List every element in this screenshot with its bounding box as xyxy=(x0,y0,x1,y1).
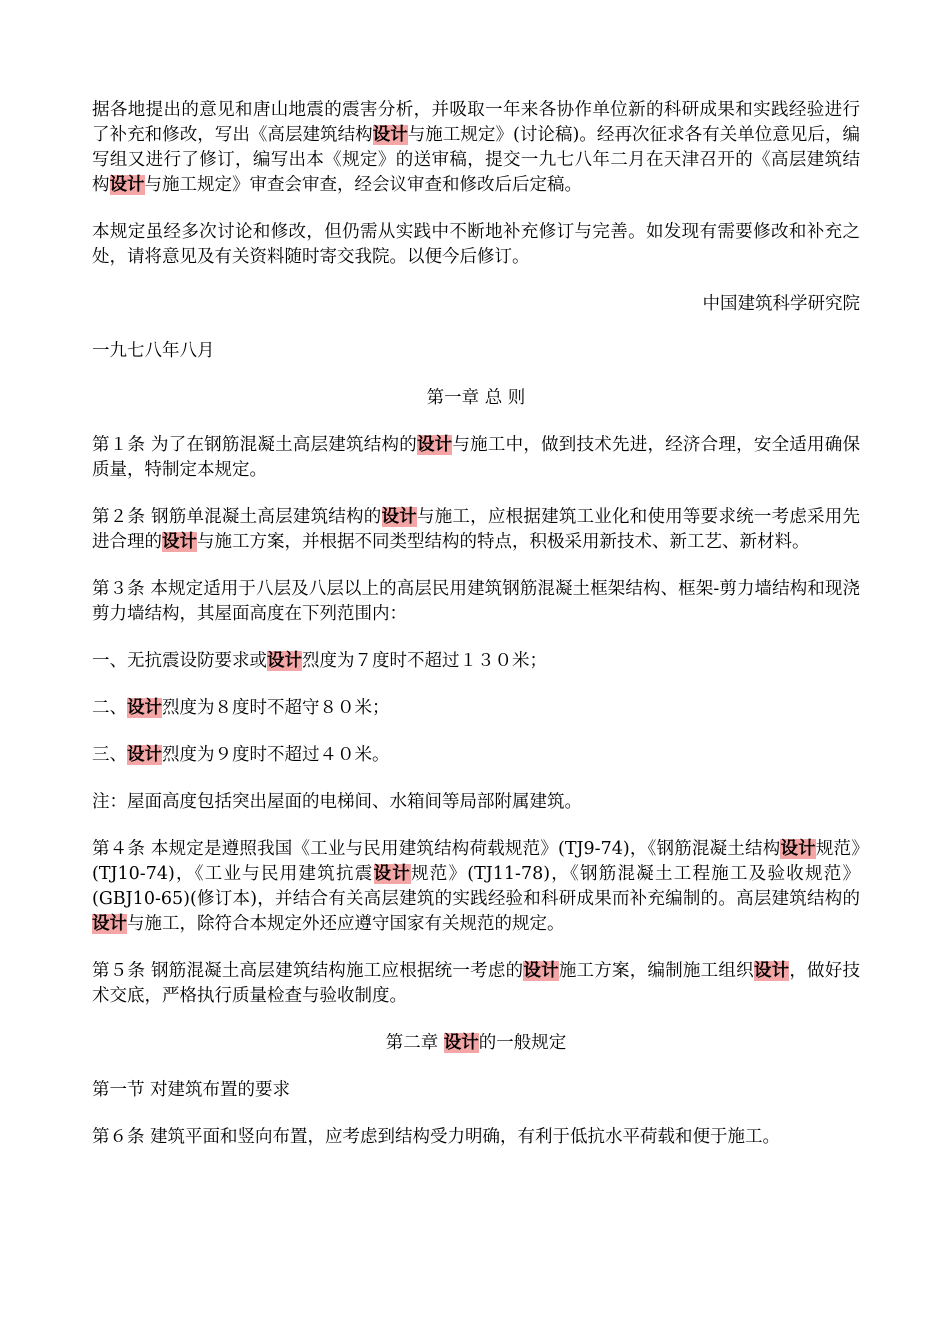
list-item-2: 二、设计烈度为８度时不超守８０米； xyxy=(92,698,390,718)
note: 注：屋面高度包括突出屋面的电梯间、水箱间等局部附属建筑。 xyxy=(92,792,582,812)
chapter-1-heading: 第一章 总 则 xyxy=(426,388,526,408)
search-highlight: 设计 xyxy=(753,961,790,981)
search-highlight: 设计 xyxy=(162,532,197,552)
document-page xyxy=(92,98,860,1172)
search-highlight: 设计 xyxy=(373,864,412,884)
paragraph-revision-request: 本规定虽经多次讨论和修改，但仍需从实践中不断地补充修订与完善。如发现有需要修改和补充之处，请将意见及有关资料随时寄交我院。以便今后修订。 xyxy=(92,222,860,267)
list-item-3: 三、设计烈度为９度时不超过４０米。 xyxy=(92,745,390,765)
article-2: 第２条 钢筋单混凝土高层建筑结构的设计与施工，应根据建筑工业化和使用等要求统一考虑采用先进合理的设计与施工方案，并根据不同类型结构的特点，积极采用新技术、新工艺、新材料。 xyxy=(92,507,861,552)
search-highlight: 设计 xyxy=(381,507,417,527)
article-5: 第５条 钢筋混凝土高层建筑结构施工应根据统一考虑的设计施工方案，编制施工组织设计，做好技术交底，严格执行质量检查与验收制度。 xyxy=(92,961,861,1006)
search-highlight: 设计 xyxy=(443,1033,479,1053)
search-highlight: 设计 xyxy=(127,698,162,718)
search-highlight: 设计 xyxy=(127,745,162,765)
paragraph-revision-history: 据各地提出的意见和唐山地震的震害分析，并吸取一年来各协作单位新的科研成果和实践经验进行了补充和修改，写出《高层建筑结构设计与施工规定》(讨论稿)。经再次征求各有关单位意见后，编写组又进行了修订，编写出本《规定》的送审稿，提交一九七八年二月在天津召开的《高层建筑结构设计与施工规定》审查会审查，经会议审查和修改后后定稿。 xyxy=(92,100,861,195)
list-item-1: 一、无抗震设防要求或设计烈度为７度时不超过１３０米； xyxy=(92,651,547,671)
search-highlight: 设计 xyxy=(92,914,127,934)
search-highlight: 设计 xyxy=(109,175,145,195)
search-highlight: 设计 xyxy=(267,651,302,671)
signature-institute: 中国建筑科学研究院 xyxy=(702,294,860,314)
chapter-2-heading: 第二章 设计的一般规定 xyxy=(385,1033,567,1053)
search-highlight: 设计 xyxy=(416,435,453,455)
section-1-heading: 第一节 对建筑布置的要求 xyxy=(92,1080,291,1100)
article-1: 第１条 为了在钢筋混凝土高层建筑结构的设计与施工中，做到技术先进，经济合理，安全适用确保质量，特制定本规定。 xyxy=(92,435,861,480)
search-highlight: 设计 xyxy=(372,125,408,145)
article-4: 第４条 本规定是遵照我国《工业与民用建筑结构荷载规范》(TJ9-74)，《钢筋混凝土结构设计规范》(TJ10-74)，《工业与民用建筑抗震设计规范》(TJ11-78)，《钢筋混凝土工程施工及验收规范》(GBJ10-65)(修订本)，并结合有关高层建筑的实践经验和科研成果而补充编制的。高层建筑结构的设计与施工，除符合本规定外还应遵守国家有关规范的规定。 xyxy=(92,839,861,934)
search-highlight: 设计 xyxy=(780,839,816,859)
article-3: 第３条 本规定适用于八层及八层以上的高层民用建筑钢筋混凝土框架结构、框架-剪力墙结构和现浇剪力墙结构，其屋面高度在下列范围内： xyxy=(92,579,860,624)
article-6: 第６条 建筑平面和竖向布置，应考虑到结构受力明确，有利于低抗水平荷载和便于施工。 xyxy=(92,1127,781,1147)
search-highlight: 设计 xyxy=(523,961,559,981)
signature-date: 一九七八年八月 xyxy=(92,341,215,361)
